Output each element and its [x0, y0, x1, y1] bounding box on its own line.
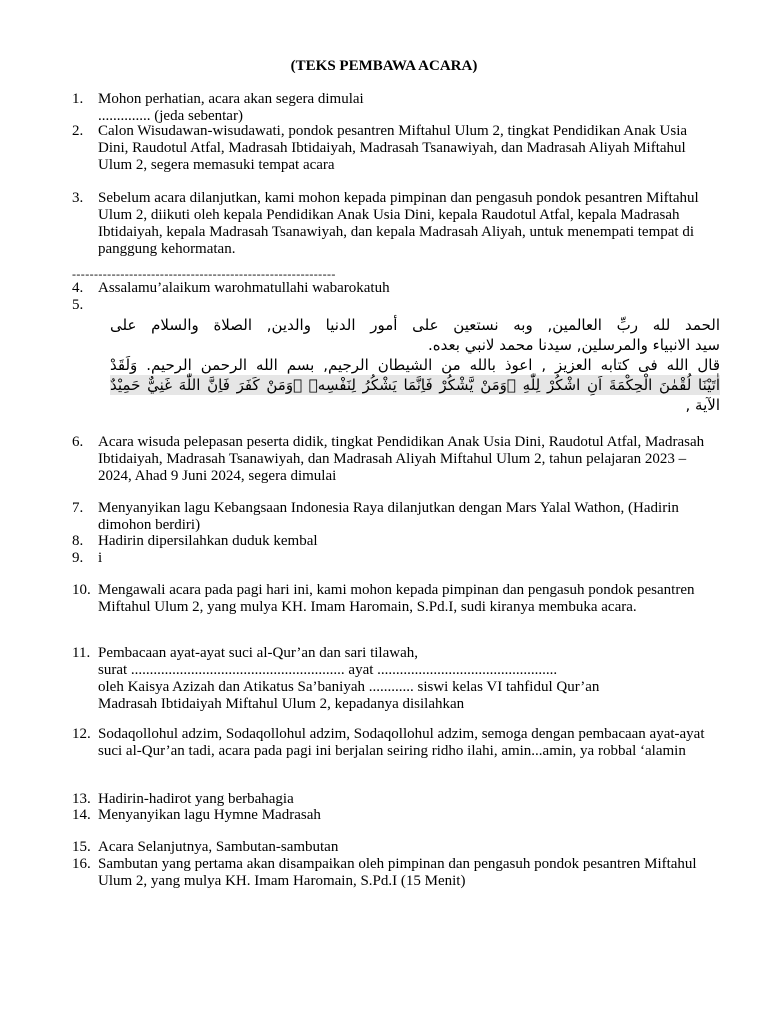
item-number: 8. [72, 533, 84, 549]
item-number: 13. [72, 791, 91, 807]
item-text: Sambutan yang pertama akan disampaikan oleh pimpinan dan pengasuh pondok pesantren Miftahul Ulum 2, yang mulya KH. Imam Haromain, S.Pd.I (15 Menit) [98, 856, 697, 889]
list-item-6 [72, 434, 712, 485]
item-text: Acara wisuda pelepasan peserta didik, tingkat Pendidikan Anak Usia Dini, Raudotul Atfal, Madrasah Ibtidaiyah, Madrasah Tsanawiyah, dan Madrasah Aliyah Miftahul Ulum 2, tahun pelajaran 2023 – 2024, Ahad 9 Juni 2024, segera dimulai [98, 434, 705, 484]
arabic-line-2: سيد الانبياء والمرسلين, سيدنا محمد لانبي بعده. [428, 336, 720, 354]
list-item-16 [72, 856, 712, 890]
list-item-3 [72, 190, 712, 258]
surah-ayat-blank: surat ......................................................... ayat ................................................ [98, 662, 558, 678]
school-line: Madrasah Ibtidaiyah Miftahul Ulum 2, kepadanya disilahkan [98, 696, 465, 712]
arabic-line-5: الآية , [685, 396, 720, 414]
item-text: Menyanyikan lagu Kebangsaan Indonesia Raya dilanjutkan dengan Mars Yalal Wathon, (Hadirin dimohon berdiri) [98, 500, 679, 533]
item-text: i [98, 550, 103, 566]
list-item-2 [72, 123, 712, 174]
list-item-9 [72, 550, 712, 567]
list-item-14 [72, 807, 712, 824]
reciters-line: oleh Kaisya Azizah dan Atikatus Sa’baniyah ............ siswi kelas VI tahfidul Qur’an [98, 679, 600, 695]
item-number: 10. [72, 582, 91, 598]
item-number: 15. [72, 839, 91, 855]
item-pause-note: .............. (jeda sebentar) [98, 108, 243, 124]
item-number: 11. [72, 645, 91, 661]
item-number: 16. [72, 856, 91, 872]
item-number: 3. [72, 190, 84, 206]
item-text: Sodaqollohul adzim, Sodaqollohul adzim, Sodaqollohul adzim, semoga dengan pembacaan ayat-ayat suci al-Qur’an tadi, acara pada pagi ini berjalan seiring ridho ilahi, amin...amin, ya robbal ‘alamin [98, 726, 705, 759]
list-item-4 [72, 280, 712, 297]
list-item-1 [72, 91, 712, 125]
item-text: Mohon perhatian, acara akan segera dimulai [98, 91, 364, 107]
item-text: Pembacaan ayat-ayat suci al-Qur’an dan sari tilawah, [98, 645, 418, 661]
item-number: 14. [72, 807, 91, 823]
item-text: Hadirin dipersilahkan duduk kembal [98, 533, 318, 549]
arabic-line-1: الحمد لله ربِّ العالمين, وبه نستعين على أمور الدنيا والدين, الصلاة والسلام على [110, 316, 720, 334]
item-number: 2. [72, 123, 84, 139]
list-item-13 [72, 791, 712, 808]
item-text: Calon Wisudawan-wisudawati, pondok pesantren Miftahul Ulum 2, tingkat Pendidikan Anak Usia Dini, Raudotul Atfal, Madrasah Ibtidaiyah, Madrasah Tsanawiyah, dan Madrasah Aliyah Miftahul Ulum 2, segera memasuki tempat acara [98, 123, 688, 173]
item-text: Menyanyikan lagu Hymne Madrasah [98, 807, 321, 823]
list-item-15 [72, 839, 712, 856]
item-number: 12. [72, 726, 91, 742]
item-text: Assalamu’alaikum warohmatullahi wabarokatuh [98, 280, 390, 296]
item-text: Hadirin-hadirot yang berbahagia [98, 791, 294, 807]
list-item-10 [72, 582, 712, 616]
list-item-11 [72, 645, 712, 713]
item-number: 6. [72, 434, 84, 450]
item-number: 7. [72, 500, 84, 516]
item-number: 4. [72, 280, 84, 296]
arabic-opening-text [110, 315, 720, 415]
list-item-8 [72, 533, 712, 550]
list-item-12 [72, 726, 712, 760]
document-title: (TEKS PEMBAWA ACARA) [290, 58, 478, 74]
item-number: 5. [72, 297, 84, 313]
section-divider: ------------------------------------------------------------ [72, 267, 336, 281]
arabic-line-3: قال الله فى كتابه العزيز , اعوذ بالله من الشيطان الرجيم, بسم الله الرحمن الرحيم. وَلَقَدْ [110, 356, 720, 374]
item-text: Mengawali acara pada pagi hari ini, kami mohon kepada pimpinan dan pengasuh pondok pesantren Miftahul Ulum 2, yang mulya KH. Imam Haromain, S.Pd.I, sudi kiranya membuka acara. [98, 582, 695, 615]
arabic-quran-verse: اٰتَيْنَا لُقْمٰنَ الْحِكْمَةَ اَنِ اشْكُرْ لِلّٰهِ ۗوَمَنْ يَّشْكُرْ فَاِنَّمَا يَشْكُرُ لِنَفْسِهٖ ۚوَمَنْ كَفَرَ فَاِنَّ اللّٰهَ غَنِيٌّ حَمِيْدٌ [110, 376, 720, 394]
item-number: 9. [72, 550, 84, 566]
list-item-7 [72, 500, 712, 534]
item-text: Acara Selanjutnya, Sambutan-sambutan [98, 839, 339, 855]
item-text: Sebelum acara dilanjutkan, kami mohon kepada pimpinan dan pengasuh pondok pesantren Miftahul Ulum 2, diikuti oleh kepala Pendidikan Anak Usia Dini, kepala Raudotul Atfal, kepala Madrasah Ibtidaiyah, kepala Madrasah Tsanawiyah, dan kepala Madrasah Aliyah, untuk menempati tempat di panggung kehormatan. [98, 190, 699, 257]
item-number: 1. [72, 91, 84, 107]
